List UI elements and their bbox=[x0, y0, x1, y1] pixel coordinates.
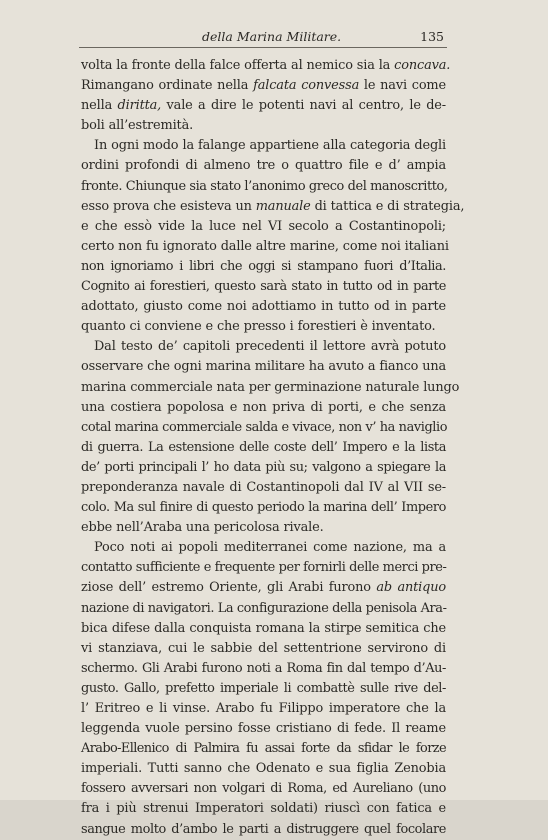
text-line: sangue molto d’ambo le parti a distruggere quel focolare bbox=[81, 821, 446, 837]
text-line: boli all’estremità. bbox=[81, 118, 194, 134]
text-line: gusto. Gallo, prefetto imperiale li combattè sulle rive del- bbox=[81, 680, 446, 696]
text-line: ordini profondi di almeno tre o quattro file e d’ ampia bbox=[81, 158, 446, 174]
page-number: 135 bbox=[420, 29, 444, 44]
text-line: adottato, giusto come noi adottiamo in tutto od in parte bbox=[81, 299, 446, 315]
text-line: l’ Eritreo e li vinse. Arabo fu Filippo imperatore che la bbox=[81, 701, 446, 716]
text-line: e che essò vide la luce nel VI secolo a Costantinopoli; bbox=[81, 218, 446, 234]
text-line: schermo. Gli Arabi furono noti a Roma fin dal tempo d’Au- bbox=[81, 660, 446, 676]
text-line: Rimangano ordinate nella falcata convessa le navi come bbox=[81, 78, 446, 94]
text-line: Arabo-Ellenico di Palmira fu assai forte da sfidar le forze bbox=[81, 741, 446, 757]
text-line: fronte. Chiunque sia stato l’anonimo greco del manoscritto, bbox=[81, 178, 448, 194]
text-line: osservare che ogni marina militare ha avuto a fianco una bbox=[81, 359, 447, 375]
text-line: contatto sufficiente e frequente per fornirli delle merci pre- bbox=[81, 560, 447, 576]
text-line: ebbe nell’Araba una pericolosa rivale. bbox=[81, 520, 324, 536]
text-line: una costiera popolosa e non priva di porti, e che senza bbox=[81, 399, 446, 415]
body-text bbox=[81, 56, 465, 840]
text-line: In ogni modo la falange appartiene alla categoria degli bbox=[94, 138, 446, 154]
text-line: quanto ci conviene e che presso i forestieri è inventato. bbox=[81, 319, 436, 335]
text-line: leggenda vuole persino fosse cristiano di fede. Il reame bbox=[81, 721, 446, 737]
text-line: Cognito ai forestieri, questo sarà stato in tutto od in parte bbox=[81, 279, 446, 295]
text-line: colo. Ma sul finire di questo periodo la marina dell’ Impero bbox=[81, 500, 446, 516]
text-line: nazione di navigatori. La configurazione della penisola Ara- bbox=[81, 600, 447, 616]
text-line: fossero avversari non volgari di Roma, ed Aureliano (uno bbox=[81, 781, 446, 797]
text-line: volta la fronte della falce offerta al nemico sia la concava. bbox=[81, 58, 451, 73]
header-rule bbox=[79, 47, 447, 48]
text-line: de’ porti principali l’ ho data più su; valgono a spiegare la bbox=[81, 459, 446, 475]
text-line: preponderanza navale di Costantinopoli dal IV al VII se- bbox=[81, 479, 446, 495]
text-line: Poco noti ai popoli mediterranei come nazione, ma a bbox=[94, 540, 446, 556]
page-header bbox=[82, 28, 444, 48]
running-title: della Marina Militare. bbox=[202, 29, 342, 44]
text-line: esso prova che esisteva un manuale di tattica e di strategia, bbox=[81, 198, 465, 214]
text-line: certo non fu ignorato dalle altre marine, come noi italiani bbox=[81, 238, 449, 254]
text-line: non ignoriamo i libri che oggi si stampano fuori d’Italia. bbox=[81, 258, 446, 274]
text-line: vi stanziava, cui le sabbie del settentrione servirono di bbox=[81, 640, 446, 656]
text-line: imperiali. Tutti sanno che Odenato e sua figlia Zenobia bbox=[81, 761, 446, 777]
text-line: cotal marina commerciale salda e vivace, non v’ ha naviglio bbox=[81, 419, 448, 435]
text-line: bica difese dalla conquista romana la stirpe semitica che bbox=[81, 620, 446, 636]
text-line: Dal testo de’ capitoli precedenti il lettore avrà potuto bbox=[94, 339, 446, 355]
text-line: marina commerciale nata per germinazione naturale lungo bbox=[81, 379, 460, 395]
text-line: fra i più strenui Imperatori soldati) riuscì con fatica e bbox=[81, 801, 446, 817]
text-line: nella diritta, vale a dire le potenti navi al centro, le de- bbox=[81, 98, 446, 114]
text-line: di guerra. La estensione delle coste dell’ Impero e la lista bbox=[81, 439, 446, 455]
text-line: ziose dell’ estremo Oriente, gli Arabi furono ab antiquo bbox=[81, 580, 447, 596]
